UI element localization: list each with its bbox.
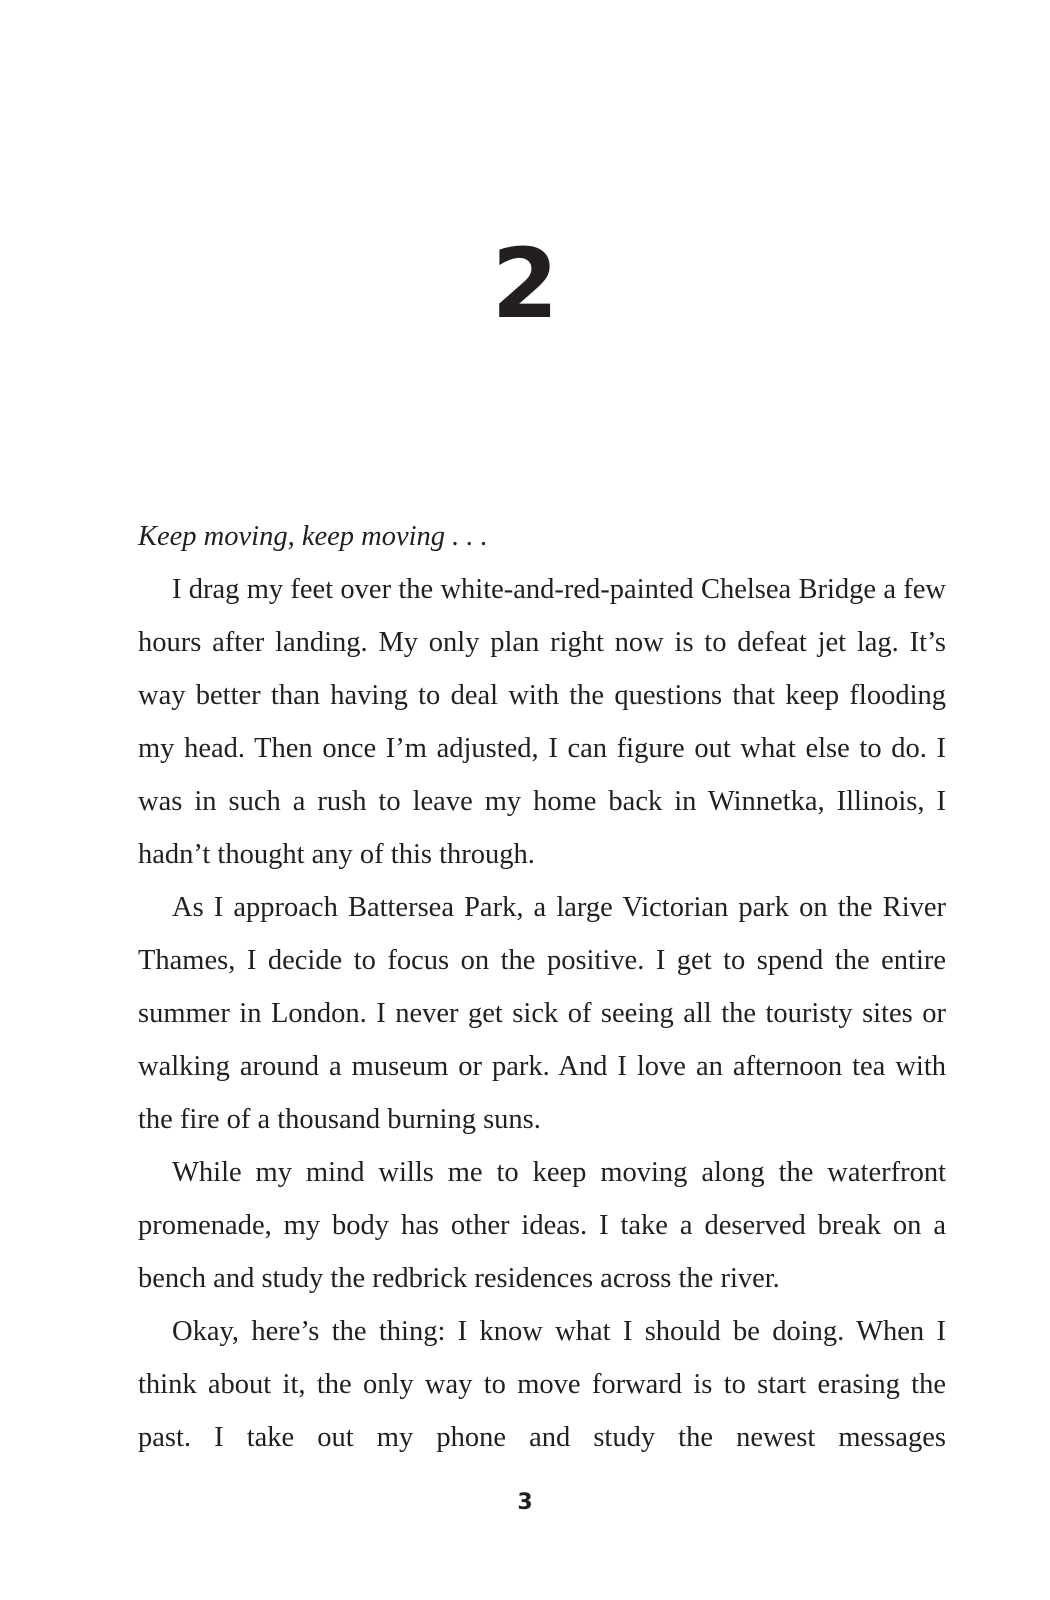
paragraph: Okay, here’s the thing: I know what I should be doing. When I think about it, the only way to move forward is to start erasing the past. I take out my phone and study the newest messages: [138, 1316, 946, 1453]
page-number: 3: [517, 1490, 533, 1515]
opening-line: Keep moving, keep moving . . .: [138, 521, 488, 552]
chapter-body: [138, 510, 946, 1464]
paragraph: While my mind wills me to keep moving along the waterfront promenade, my body has other ideas. I take a deserved break on a bench and study the redbrick residences across the river.: [138, 1157, 946, 1294]
paragraph: As I approach Battersea Park, a large Victorian park on the River Thames, I decide to focus on the positive. I get to spend the entire summer in London. I never get sick of seeing all the touristy sites or walking around a museum or park. And I love an afternoon tea with the fire of a thousand burning suns.: [138, 892, 946, 1135]
chapter-number: 2: [491, 228, 559, 340]
paragraph: I drag my feet over the white-and-red-painted Chelsea Bridge a few hours after landing. My only plan right now is to defeat jet lag. It’s way better than having to deal with the questions that keep flooding my head. Then once I’m adjusted, I can figure out what else to do. I was in such a rush to leave my home back in Winnetka, Illinois, I hadn’t thought any of this through.: [138, 574, 946, 870]
